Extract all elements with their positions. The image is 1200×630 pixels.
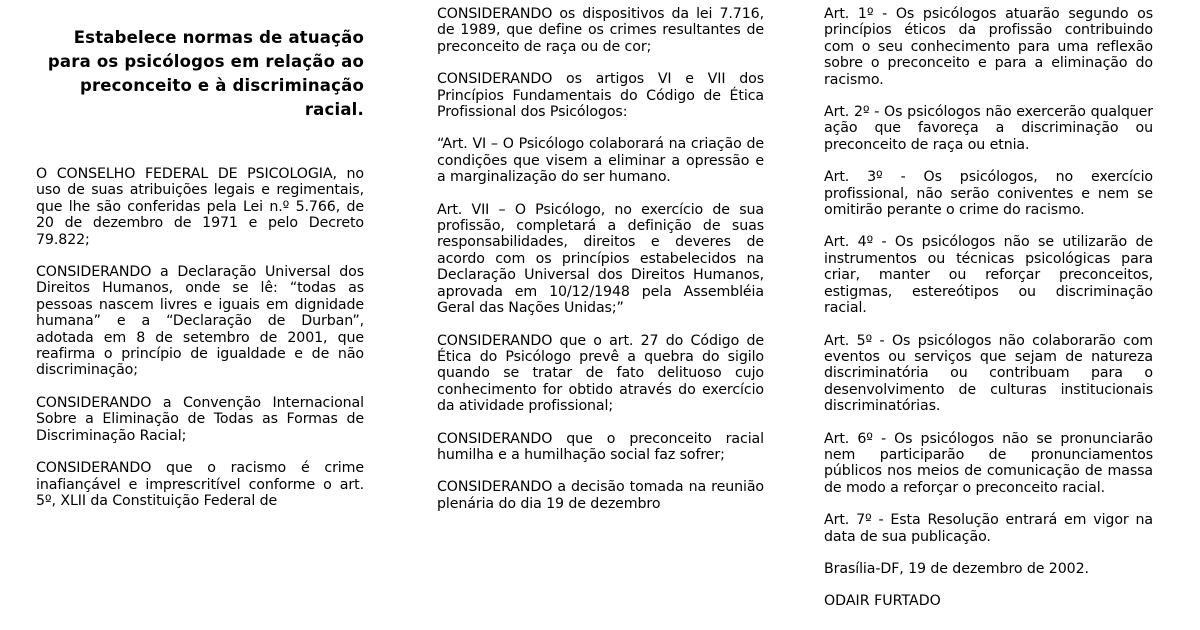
resolution-heading: Estabelece normas de atuação para os psicólogos em relação ao preconceito e à discriminação racial.: [47, 28, 364, 119]
preamble-paragraph: O CONSELHO FEDERAL DE PSICOLOGIA, no uso de suas atribuições legais e regimentais, que lhe são conferidas pela Lei n.º 5.766, de 20 de dezembro de 1971 e pelo Decreto 79.822;: [36, 166, 364, 248]
article-paragraph: Art. 3º - Os psicólogos, no exercício profissional, não serão coniventes e nem se omitirão perante o crime do racismo.: [824, 169, 1153, 219]
signature-name: ODAIR FURTADO: [824, 593, 941, 610]
considerando-paragraph: CONSIDERANDO que o art. 27 do Código de Ética do Psicólogo prevê a quebra do sigilo quando se tratar de fato delituoso cujo conhecimento for obtido através do exercício da atividade profissional;: [437, 332, 764, 415]
considerando-paragraph: CONSIDERANDO os dispositivos da lei 7.716, de 1989, que define os crimes resultantes de preconceito de raça ou de cor;: [437, 6, 764, 55]
article-paragraph: Art. 2º - Os psicólogos não exercerão qualquer ação que favoreça a discriminação ou preconceito de raça ou etnia.: [824, 104, 1153, 153]
considerando-paragraph: CONSIDERANDO a decisão tomada na reunião plenária do dia 19 de dezembro: [437, 479, 764, 512]
considerando-paragraph: CONSIDERANDO os artigos VI e VII dos Princípios Fundamentais do Código de Ética Profissional dos Psicólogos:: [437, 71, 764, 121]
article-paragraph: Art. 4º - Os psicólogos não se utilizarão de instrumentos ou técnicas psicológicas para criar, manter ou reforçar preconceitos, estigmas, estereótipos ou discriminação racial.: [824, 234, 1153, 317]
considerando-paragraph: CONSIDERANDO que o preconceito racial humilha e a humilhação social faz sofrer;: [437, 430, 764, 463]
considerando-paragraph: CONSIDERANDO que o racismo é crime inafiançável e imprescritível conforme o art. 5º, XLII da Constituição Federal de: [36, 460, 364, 509]
considerando-paragraph: CONSIDERANDO a Declaração Universal dos Direitos Humanos, onde se lê: “todas as pessoas nascem livres e iguais em dignidade humana” e a “Declaração de Durban”, adotada em 8 de setembro de 2001, que reafirma o princípio de igualdade e de não discriminação;: [36, 264, 364, 379]
considerando-paragraph: CONSIDERANDO a Convenção Internacional Sobre a Eliminação de Todas as Formas de Discriminação Racial;: [36, 394, 364, 444]
article-paragraph: Art. 1º - Os psicólogos atuarão segundo os princípios éticos da profissão contribuindo com o seu conhecimento para uma reflexão sobre o preconceito e para a eliminação do racismo.: [824, 6, 1153, 88]
article-paragraph: Art. 5º - Os psicólogos não colaborarão com eventos ou serviços que sejam de natureza discriminatória ou contribuam para o desenvolvimento de culturas institucionais discriminatórias.: [824, 332, 1153, 415]
quoted-article-paragraph: Art. VII – O Psicólogo, no exercício de sua profissão, completará a definição de suas responsabilidades, direitos e deveres de acordo com os princípios estabelecidos na Declaração Universal dos Direitos Humanos, aprovada em 10/12/1948 pela Assembléia Geral das Nações Unidas;”: [437, 201, 764, 317]
middle-column: [437, 6, 764, 528]
date-place-line: Brasília-DF, 19 de dezembro de 2002.: [824, 560, 1089, 577]
left-column: [36, 0, 364, 525]
article-paragraph: Art. 7º - Esta Resolução entrará em vigor na data de sua publicação.: [824, 512, 1153, 545]
article-paragraph: Art. 6º - Os psicólogos não se pronunciarão nem participarão de pronunciamentos públicos nos meios de comunicação de massa de modo a reforçar o preconceito racial.: [824, 430, 1153, 496]
quoted-article-paragraph: “Art. VI – O Psicólogo colaborará na criação de condições que visem a eliminar a opressão e a marginalização do ser humano.: [437, 136, 764, 186]
right-column: [824, 6, 1153, 610]
